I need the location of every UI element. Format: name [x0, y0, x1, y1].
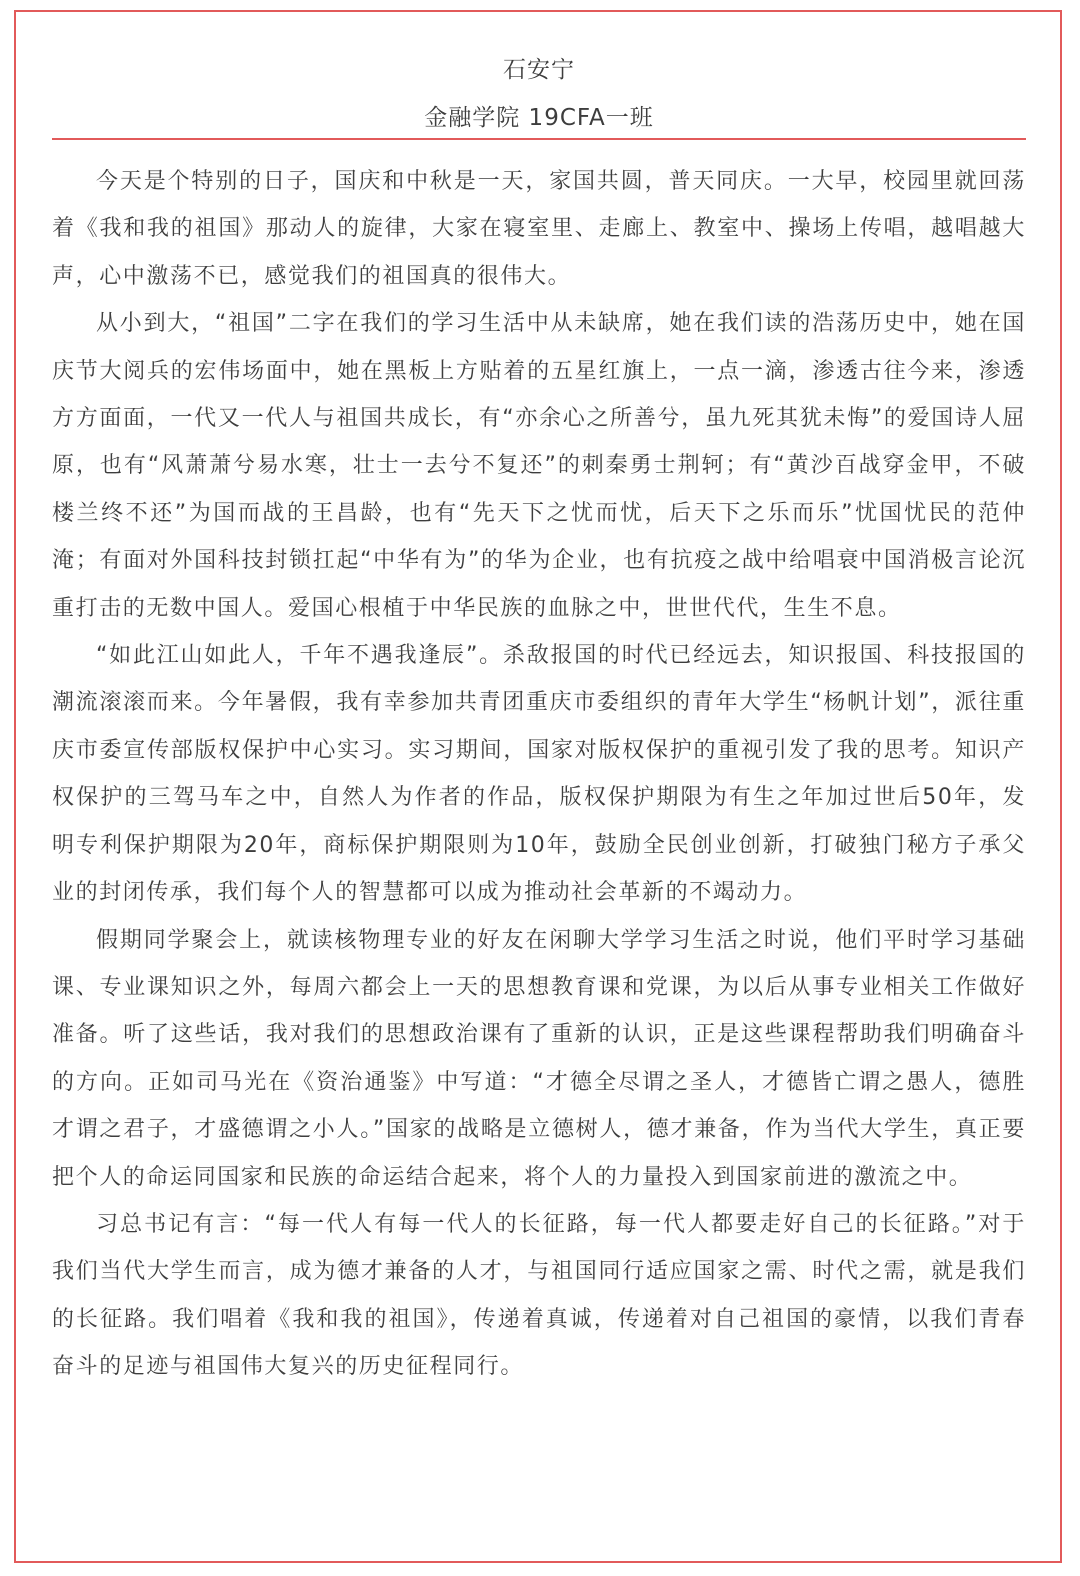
article-header	[52, 50, 1026, 138]
paragraph-2: 从小到大，“祖国”二字在我们的学习生活中从未缺席，她在我们读的浩荡历史中，她在国庆节大阅兵的宏伟场面中，她在黑板上方贴着的五星红旗上，一点一滴，渗透古往今来，渗透方方面面，一代又一代人与祖国共成长，有“亦余心之所善兮，虽九死其犹未悔”的爱国诗人屈原，也有“风萧萧兮易水寒，壮士一去兮不复还”的刺秦勇士荆轲；有“黄沙百战穿金甲，不破楼兰终不还”为国而战的王昌龄，也有“先天下之忧而忧，后天下之乐而乐”忧国忧民的范仲淹；有面对外国科技封锁扛起“中华有为”的华为企业，也有抗疫之战中给唱衰中国消极言论沉重打击的无数中国人。爱国心根植于中华民族的血脉之中，世世代代，生生不息。	[52, 311, 1026, 621]
author-name: 石安宁	[503, 57, 575, 83]
paragraph-4: 假期同学聚会上，就读核物理专业的好友在闲聊大学学习生活之时说，他们平时学习基础课、专业课知识之外，每周六都会上一天的思想教育课和党课，为以后从事专业相关工作做好准备。听了这些话，我对我们的思想政治课有了重新的认识，正是这些课程帮助我们明确奋斗的方向。正如司马光在《资治通鉴》中写道：“才德全尽谓之圣人，才德皆亡谓之愚人，德胜才谓之君子，才盛德谓之小人。”国家的战略是立德树人，德才兼备，作为当代大学生，真正要把个人的命运同国家和民族的命运结合起来，将个人的力量投入到国家前进的激流之中。	[52, 927, 1026, 1190]
paragraph-5: 习总书记有言：“每一代人有每一代人的长征路，每一代人都要走好自己的长征路。”对于我们当代大学生而言，成为德才兼备的人才，与祖国同行适应国家之需、时代之需，就是我们的长征路。我们唱着《我和我的祖国》，传递着真诚，传递着对自己祖国的豪情，以我们青春奋斗的足迹与祖国伟大复兴的历史征程同行。	[52, 1211, 1026, 1380]
paragraph-1: 今天是个特别的日子，国庆和中秋是一天，家国共圆，普天同庆。一大早，校园里就回荡着《我和我的祖国》那动人的旋律，大家在寝室里、走廊上、教室中、操场上传唱，越唱越大声，心中激荡不已，感觉我们的祖国真的很伟大。	[52, 169, 1026, 289]
paragraph-3: “如此江山如此人，千年不遇我逢辰”。杀敌报国的时代已经远去，知识报国、科技报国的潮流滚滚而来。今年暑假，我有幸参加共青团重庆市委组织的青年大学生“杨帆计划”，派往重庆市委宣传部版权保护中心实习。实习期间，国家对版权保护的重视引发了我的思考。知识产权保护的三驾马车之中，自然人为作者的作品，版权保护期限为有生之年加过世后50年，发明专利保护期限为20年，商标保护期限则为10年，鼓励全民创业创新，打破独门秘方子承父业的封闭传承，我们每个人的智慧都可以成为推动社会革新的不竭动力。	[52, 643, 1026, 906]
article-body	[52, 158, 1026, 1391]
header-divider	[52, 138, 1026, 140]
author-class: 金融学院 19CFA一班	[424, 105, 654, 131]
